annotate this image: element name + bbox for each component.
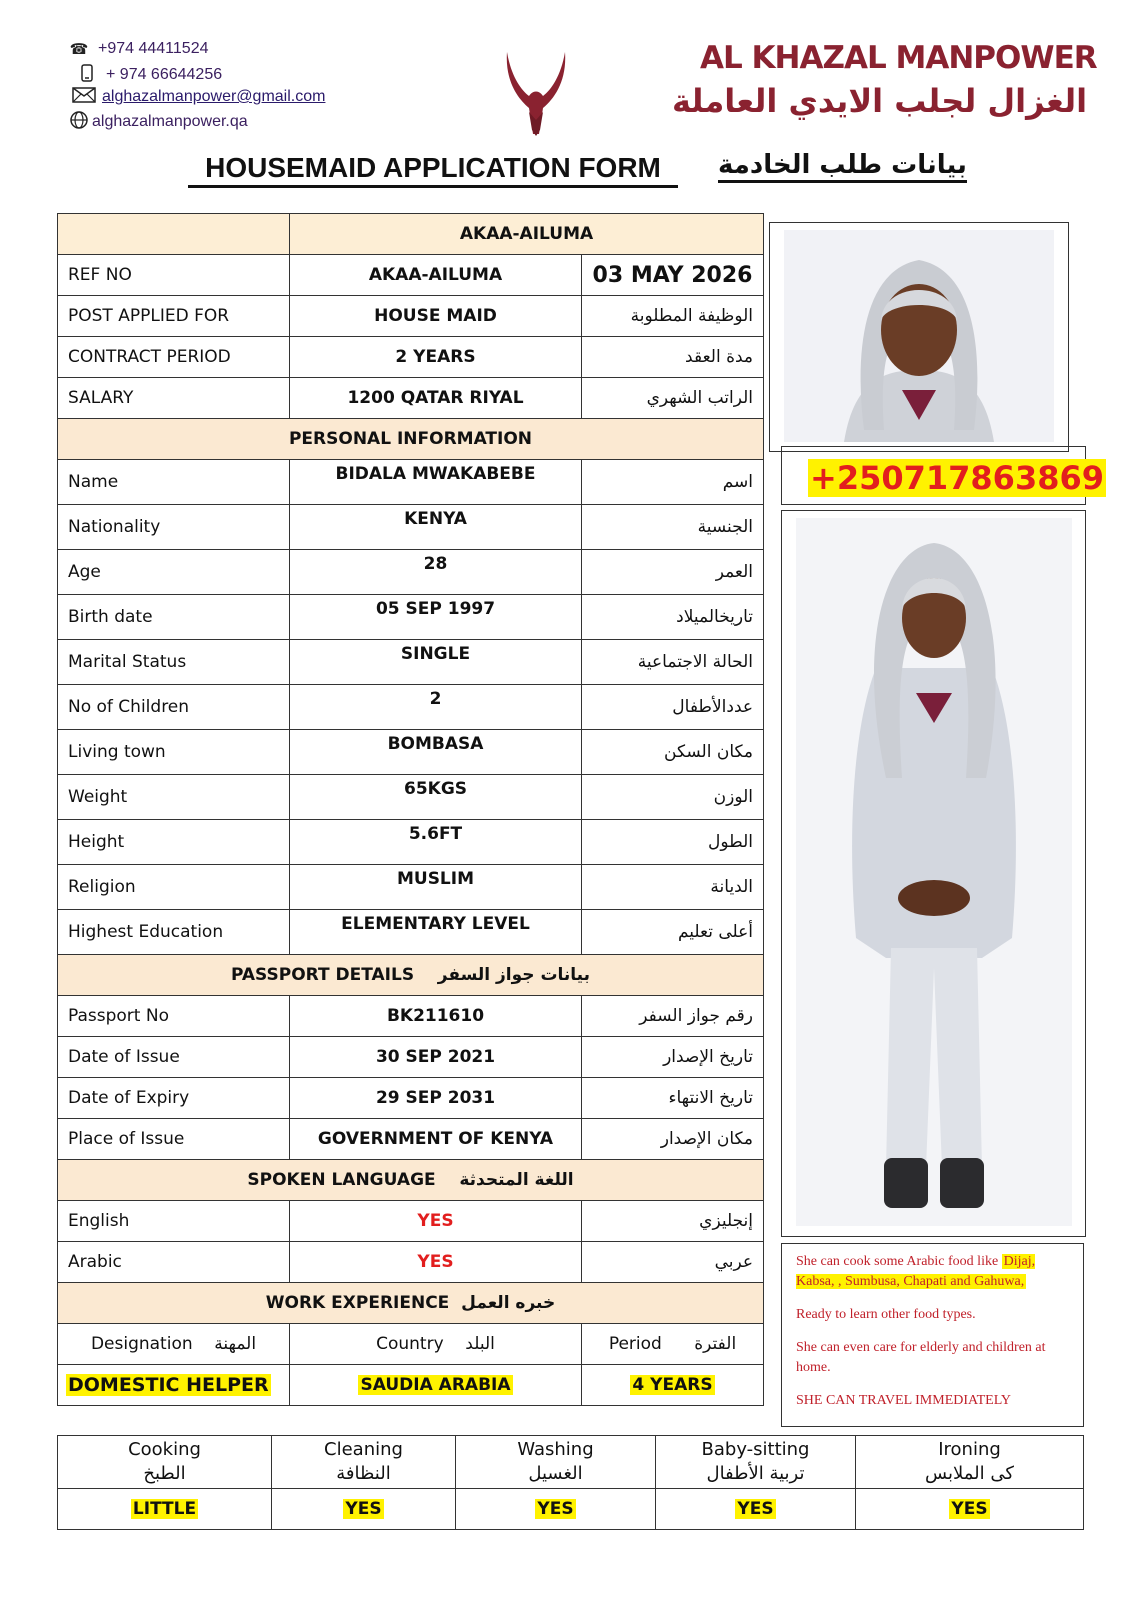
skill-babysitting-en: Baby-sitting bbox=[701, 1439, 810, 1460]
living-town-label-ar: مكان السكن bbox=[582, 730, 764, 775]
height-value: 5.6FT bbox=[290, 820, 582, 865]
table-row bbox=[58, 378, 764, 419]
skill-washing-cell bbox=[456, 1489, 656, 1530]
note-cooking-text: She can cook some Arabic food like bbox=[796, 1254, 1002, 1269]
skill-washing-value: YES bbox=[537, 1499, 574, 1519]
brand-name-ar: الغزال لجلب الايدي العاملة bbox=[672, 82, 1088, 120]
table-row bbox=[58, 640, 764, 685]
table-row bbox=[58, 1078, 764, 1119]
country-header-ar: البلد bbox=[465, 1334, 495, 1354]
website-line bbox=[68, 110, 248, 134]
salary-label-ar: الراتب الشهري bbox=[582, 378, 764, 419]
expiry-date-value: 29 SEP 2031 bbox=[290, 1078, 582, 1119]
living-town-value: BOMBASA bbox=[290, 730, 582, 775]
issue-date-label: Date of Issue bbox=[58, 1037, 290, 1078]
telephone-icon: ☎ bbox=[69, 41, 89, 58]
birth-date-value: 05 SEP 1997 bbox=[290, 595, 582, 640]
period-value: 4 YEARS bbox=[632, 1375, 713, 1395]
education-label: Highest Education bbox=[58, 910, 290, 955]
expiry-date-label: Date of Expiry bbox=[58, 1078, 290, 1119]
skill-cleaning-value: YES bbox=[345, 1499, 382, 1519]
skill-cleaning-en: Cleaning bbox=[324, 1439, 403, 1460]
height-label-ar: الطول bbox=[582, 820, 764, 865]
skill-washing-header bbox=[456, 1436, 656, 1489]
table-row bbox=[58, 460, 764, 505]
language-heading bbox=[58, 1160, 764, 1201]
height-label: Height bbox=[58, 820, 290, 865]
skills-header-row bbox=[58, 1436, 1084, 1489]
country-value: SAUDIA ARABIA bbox=[360, 1375, 511, 1395]
passport-no-label-ar: رقم جواز السفر bbox=[582, 996, 764, 1037]
english-label-ar: إنجليزي bbox=[582, 1201, 764, 1242]
table-row bbox=[58, 685, 764, 730]
note-care: She can even care for elderly and children at home. bbox=[796, 1340, 1046, 1375]
candidate-notes bbox=[781, 1243, 1084, 1427]
passport-heading-ar: بيانات جواز السفر bbox=[437, 965, 591, 985]
table-row bbox=[58, 910, 764, 955]
form-title-ar: بيانات طلب الخادمة bbox=[718, 150, 967, 183]
fullbody-photo bbox=[796, 518, 1072, 1226]
skill-babysitting-cell bbox=[656, 1489, 856, 1530]
contract-value: 2 YEARS bbox=[290, 337, 582, 378]
children-label-ar: عددالأطفال bbox=[582, 685, 764, 730]
skill-babysitting-header bbox=[656, 1436, 856, 1489]
table-row bbox=[58, 337, 764, 378]
nationality-label-ar: الجنسية bbox=[582, 505, 764, 550]
experience-heading-ar: خبره العمل bbox=[461, 1293, 556, 1313]
application-table bbox=[57, 213, 764, 1406]
weight-label-ar: الوزن bbox=[582, 775, 764, 820]
designation-header-ar: المهنة bbox=[214, 1334, 257, 1354]
ref-no-value: AKAA-AILUMA bbox=[290, 255, 582, 296]
contract-label: CONTRACT PERIOD bbox=[58, 337, 290, 378]
table-row bbox=[58, 1119, 764, 1160]
arabic-value: YES bbox=[290, 1242, 582, 1283]
passport-no-value: BK211610 bbox=[290, 996, 582, 1037]
skill-cleaning-cell bbox=[272, 1489, 456, 1530]
country-value-cell bbox=[290, 1365, 582, 1406]
experience-heading bbox=[58, 1283, 764, 1324]
phone-1-text: +974 44411524 bbox=[98, 40, 209, 57]
designation-header-en: Designation bbox=[90, 1334, 193, 1354]
table-row bbox=[58, 820, 764, 865]
language-heading-en: SPOKEN LANGUAGE bbox=[247, 1170, 436, 1190]
passport-heading bbox=[58, 955, 764, 996]
gazelle-logo-icon bbox=[503, 50, 569, 144]
language-heading-ar: اللغة المتحدثة bbox=[459, 1170, 574, 1190]
english-value: YES bbox=[290, 1201, 582, 1242]
brand-name-en: AL KHAZAL MANPOWER bbox=[700, 40, 1097, 76]
name-value: BIDALA MWAKABEBE bbox=[290, 460, 582, 505]
age-value: 28 bbox=[290, 550, 582, 595]
contract-label-ar: مدة العقد bbox=[582, 337, 764, 378]
passport-heading-en: PASSPORT DETAILS bbox=[230, 965, 415, 985]
personal-info-heading: PERSONAL INFORMATION bbox=[58, 419, 764, 460]
table-row bbox=[58, 775, 764, 820]
experience-row bbox=[58, 1365, 764, 1406]
skill-washing-ar: الغسيل bbox=[528, 1463, 583, 1484]
weight-label: Weight bbox=[58, 775, 290, 820]
skill-cooking-cell bbox=[58, 1489, 272, 1530]
marital-status-label-ar: الحالة الاجتماعية bbox=[582, 640, 764, 685]
code-row bbox=[58, 214, 764, 255]
blank-cell bbox=[58, 214, 290, 255]
ref-no-label: REF NO bbox=[58, 255, 290, 296]
form-date: 03 MAY 2026 bbox=[582, 255, 764, 296]
mobile-phone-icon bbox=[76, 64, 98, 86]
marital-status-label: Marital Status bbox=[58, 640, 290, 685]
children-value: 2 bbox=[290, 685, 582, 730]
religion-value: MUSLIM bbox=[290, 865, 582, 910]
phone-line-2 bbox=[76, 64, 222, 86]
table-row bbox=[58, 1242, 764, 1283]
period-value-cell bbox=[582, 1365, 764, 1406]
education-value: ELEMENTARY LEVEL bbox=[290, 910, 582, 955]
post-value: HOUSE MAID bbox=[290, 296, 582, 337]
age-label: Age bbox=[58, 550, 290, 595]
living-town-label: Living town bbox=[58, 730, 290, 775]
skill-cooking-ar: الطبخ bbox=[143, 1463, 186, 1484]
experience-header-row bbox=[58, 1324, 764, 1365]
envelope-icon bbox=[72, 87, 94, 107]
skill-babysitting-value: YES bbox=[737, 1499, 774, 1519]
phone-line-1 bbox=[68, 40, 208, 58]
note-travel: SHE CAN TRAVEL IMMEDIATELY bbox=[796, 1393, 1011, 1408]
globe-icon bbox=[68, 110, 90, 134]
form-title: HOUSEMAID APPLICATION FORM bbox=[188, 152, 678, 188]
skill-washing-en: Washing bbox=[517, 1439, 594, 1460]
ref-code: AKAA-AILUMA bbox=[290, 214, 764, 255]
skill-cleaning-ar: النظافة bbox=[336, 1463, 391, 1484]
skill-cleaning-header bbox=[272, 1436, 456, 1489]
portrait-photo bbox=[784, 230, 1054, 442]
skill-ironing-ar: كى الملابس bbox=[925, 1463, 1014, 1484]
country-header-en: Country bbox=[376, 1334, 444, 1354]
skill-ironing-cell bbox=[856, 1489, 1084, 1530]
birth-date-label: Birth date bbox=[58, 595, 290, 640]
skill-ironing-en: Ironing bbox=[938, 1439, 1001, 1460]
age-label-ar: العمر bbox=[582, 550, 764, 595]
skill-cooking-header bbox=[58, 1436, 272, 1489]
table-row bbox=[58, 996, 764, 1037]
passport-no-label: Passport No bbox=[58, 996, 290, 1037]
expiry-date-label-ar: تاريخ الانتهاء bbox=[582, 1078, 764, 1119]
table-row bbox=[58, 296, 764, 337]
skill-ironing-header bbox=[856, 1436, 1084, 1489]
table-row bbox=[58, 865, 764, 910]
skill-cooking-en: Cooking bbox=[128, 1439, 201, 1460]
name-label: Name bbox=[58, 460, 290, 505]
table-row bbox=[58, 730, 764, 775]
period-header-en: Period bbox=[608, 1334, 662, 1354]
children-label: No of Children bbox=[58, 685, 290, 730]
phone-2-text: + 974 66644256 bbox=[106, 66, 223, 83]
period-header-ar: الفترة bbox=[694, 1334, 737, 1354]
note-cooking bbox=[796, 1252, 1069, 1292]
skill-babysitting-ar: تربية الأطفال bbox=[706, 1463, 805, 1484]
place-of-issue-value: GOVERNMENT OF KENYA bbox=[290, 1119, 582, 1160]
nationality-value: KENYA bbox=[290, 505, 582, 550]
post-label-ar: الوظيفة المطلوبة bbox=[582, 296, 764, 337]
skills-table bbox=[57, 1435, 1084, 1530]
religion-label: Religion bbox=[58, 865, 290, 910]
email-link[interactable]: alghazalmanpower@gmail.com bbox=[102, 88, 326, 105]
table-row bbox=[58, 505, 764, 550]
place-of-issue-label-ar: مكان الإصدار bbox=[582, 1119, 764, 1160]
period-header bbox=[582, 1324, 764, 1365]
table-row bbox=[58, 550, 764, 595]
nationality-label: Nationality bbox=[58, 505, 290, 550]
skills-value-row bbox=[58, 1489, 1084, 1530]
table-row bbox=[58, 1201, 764, 1242]
note-learning: Ready to learn other food types. bbox=[796, 1307, 976, 1322]
candidate-phone[interactable]: +250717863869 bbox=[810, 459, 1104, 497]
skill-cooking-value: LITTLE bbox=[132, 1499, 197, 1519]
arabic-label: Arabic bbox=[58, 1242, 290, 1283]
marital-status-value: SINGLE bbox=[290, 640, 582, 685]
experience-heading-en: WORK EXPERIENCE bbox=[265, 1293, 450, 1313]
religion-label-ar: الديانة bbox=[582, 865, 764, 910]
designation-header bbox=[58, 1324, 290, 1365]
place-of-issue-label: Place of Issue bbox=[58, 1119, 290, 1160]
english-label: English bbox=[58, 1201, 290, 1242]
table-row bbox=[58, 1037, 764, 1078]
issue-date-label-ar: تاريخ الإصدار bbox=[582, 1037, 764, 1078]
education-label-ar: أعلى تعليم bbox=[582, 910, 764, 955]
name-label-ar: اسم bbox=[582, 460, 764, 505]
email-line bbox=[72, 87, 325, 107]
salary-value: 1200 QATAR RIYAL bbox=[290, 378, 582, 419]
weight-value: 65KGS bbox=[290, 775, 582, 820]
website-link[interactable]: alghazalmanpower.qa bbox=[92, 113, 248, 130]
note-cooking-foods: Dijaj, Kabsa, , Sumbusa, Chapati and Gahuwa, bbox=[796, 1254, 1036, 1289]
country-header bbox=[290, 1324, 582, 1365]
designation-value: DOMESTIC HELPER bbox=[68, 1374, 269, 1396]
salary-label: SALARY bbox=[58, 378, 290, 419]
table-row bbox=[58, 595, 764, 640]
post-label: POST APPLIED FOR bbox=[58, 296, 290, 337]
designation-value-cell bbox=[58, 1365, 290, 1406]
skill-ironing-value: YES bbox=[951, 1499, 988, 1519]
arabic-label-ar: عربي bbox=[582, 1242, 764, 1283]
issue-date-value: 30 SEP 2021 bbox=[290, 1037, 582, 1078]
birth-date-label-ar: تاريخالميلاد bbox=[582, 595, 764, 640]
table-row bbox=[58, 255, 764, 296]
